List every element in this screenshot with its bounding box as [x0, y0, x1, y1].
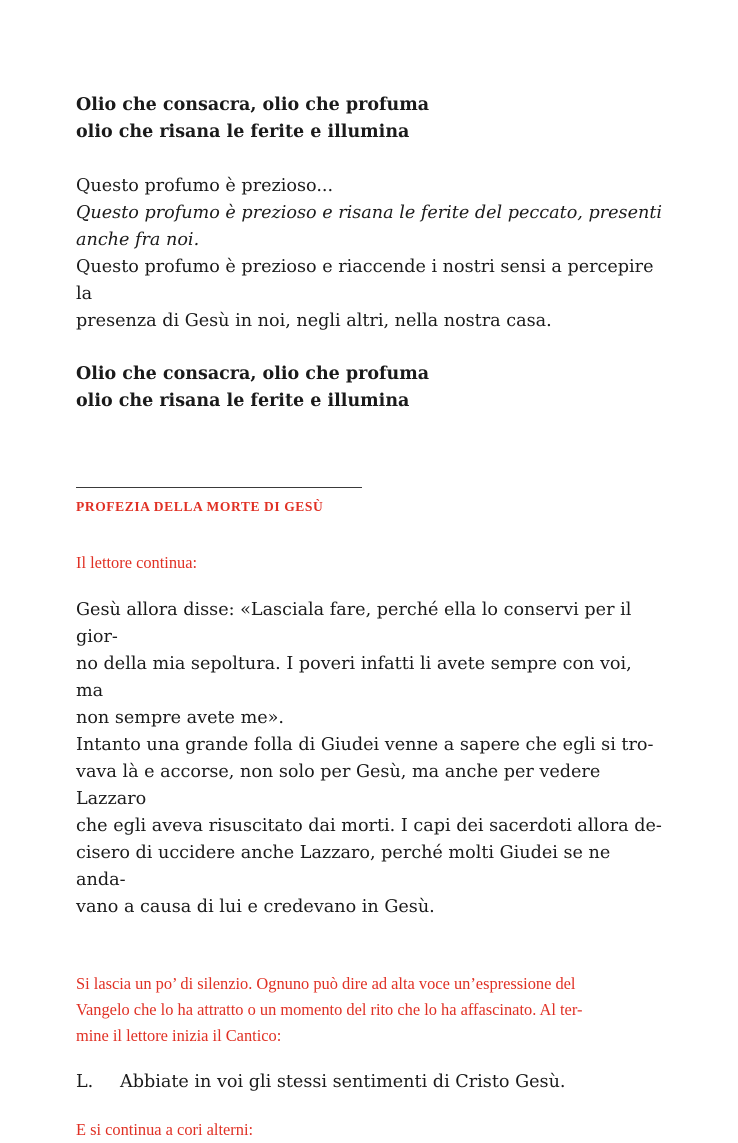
gospel-line-3: non sempre avete me». [76, 708, 285, 728]
gospel-line-2: no della mia sepoltura. I poveri infatti li avete sempre con voi, ma [76, 654, 632, 701]
rubric-silence-line-2: Vangelo che lo ha attratto o un momento del rito che lo ha affascinato. Al ter- [76, 1000, 583, 1019]
canticle-text: Abbiate in voi gli stessi sentimenti di Cristo Gesù. [120, 1072, 566, 1092]
rubric-alternate-choirs: E si continua a cori alterni: [76, 1120, 254, 1139]
page-content [76, 92, 664, 1143]
gospel-line-5: vava là e accorse, non solo per Gesù, ma anche per vedere Lazzaro [76, 762, 601, 809]
section-title: PROFEZIA DELLA MORTE DI GESÙ [76, 499, 324, 514]
gospel-line-4: Intanto una grande folla di Giudei venne a sapere che egli si tro- [76, 735, 654, 755]
refrain-top [76, 92, 664, 146]
stanza-line-4: presenza di Gesù in noi, negli altri, nella nostra casa. [76, 311, 552, 331]
stanza-line-1: Questo profumo è prezioso... [76, 176, 334, 196]
refrain-bottom [76, 361, 664, 415]
speaker-label: L. [76, 1072, 94, 1092]
gospel-line-6: che egli aveva risuscitato dai morti. I capi dei sacerdoti allora de- [76, 816, 662, 836]
refrain-line-1-repeat: Olio che consacra, olio che profuma [76, 364, 430, 384]
refrain-line-1: Olio che consacra, olio che profuma [76, 95, 430, 115]
refrain-line-2-repeat: olio che risana le ferite e illumina [76, 391, 410, 411]
gospel-line-7: cisero di uccidere anche Lazzaro, perché molti Giudei se ne anda- [76, 843, 611, 890]
stanza-italic-line-2: anche fra noi. [76, 230, 200, 250]
rubric-reader-continues: Il lettore continua: [76, 553, 198, 572]
rubric-silence [76, 971, 664, 1049]
canticle-verse [76, 1069, 664, 1096]
stanza [76, 173, 664, 335]
gospel-passage [76, 597, 664, 921]
rubric-silence-line-1: Si lascia un po’ di silenzio. Ognuno può dire ad alta voce un’espressione del [76, 974, 576, 993]
refrain-line-2: olio che risana le ferite e illumina [76, 122, 410, 142]
stanza-italic-line-1: Questo profumo è prezioso e risana le ferite del peccato, presenti [76, 203, 663, 223]
stanza-line-3: Questo profumo è prezioso e riaccende i nostri sensi a percepire la [76, 257, 654, 304]
gospel-line-8: vano a causa di lui e credevano in Gesù. [76, 897, 435, 917]
gospel-line-1: Gesù allora disse: «Lasciala fare, perché ella lo conservi per il gior- [76, 600, 632, 647]
section-divider [76, 487, 362, 488]
rubric-silence-line-3: mine il lettore inizia il Cantico: [76, 1026, 282, 1045]
